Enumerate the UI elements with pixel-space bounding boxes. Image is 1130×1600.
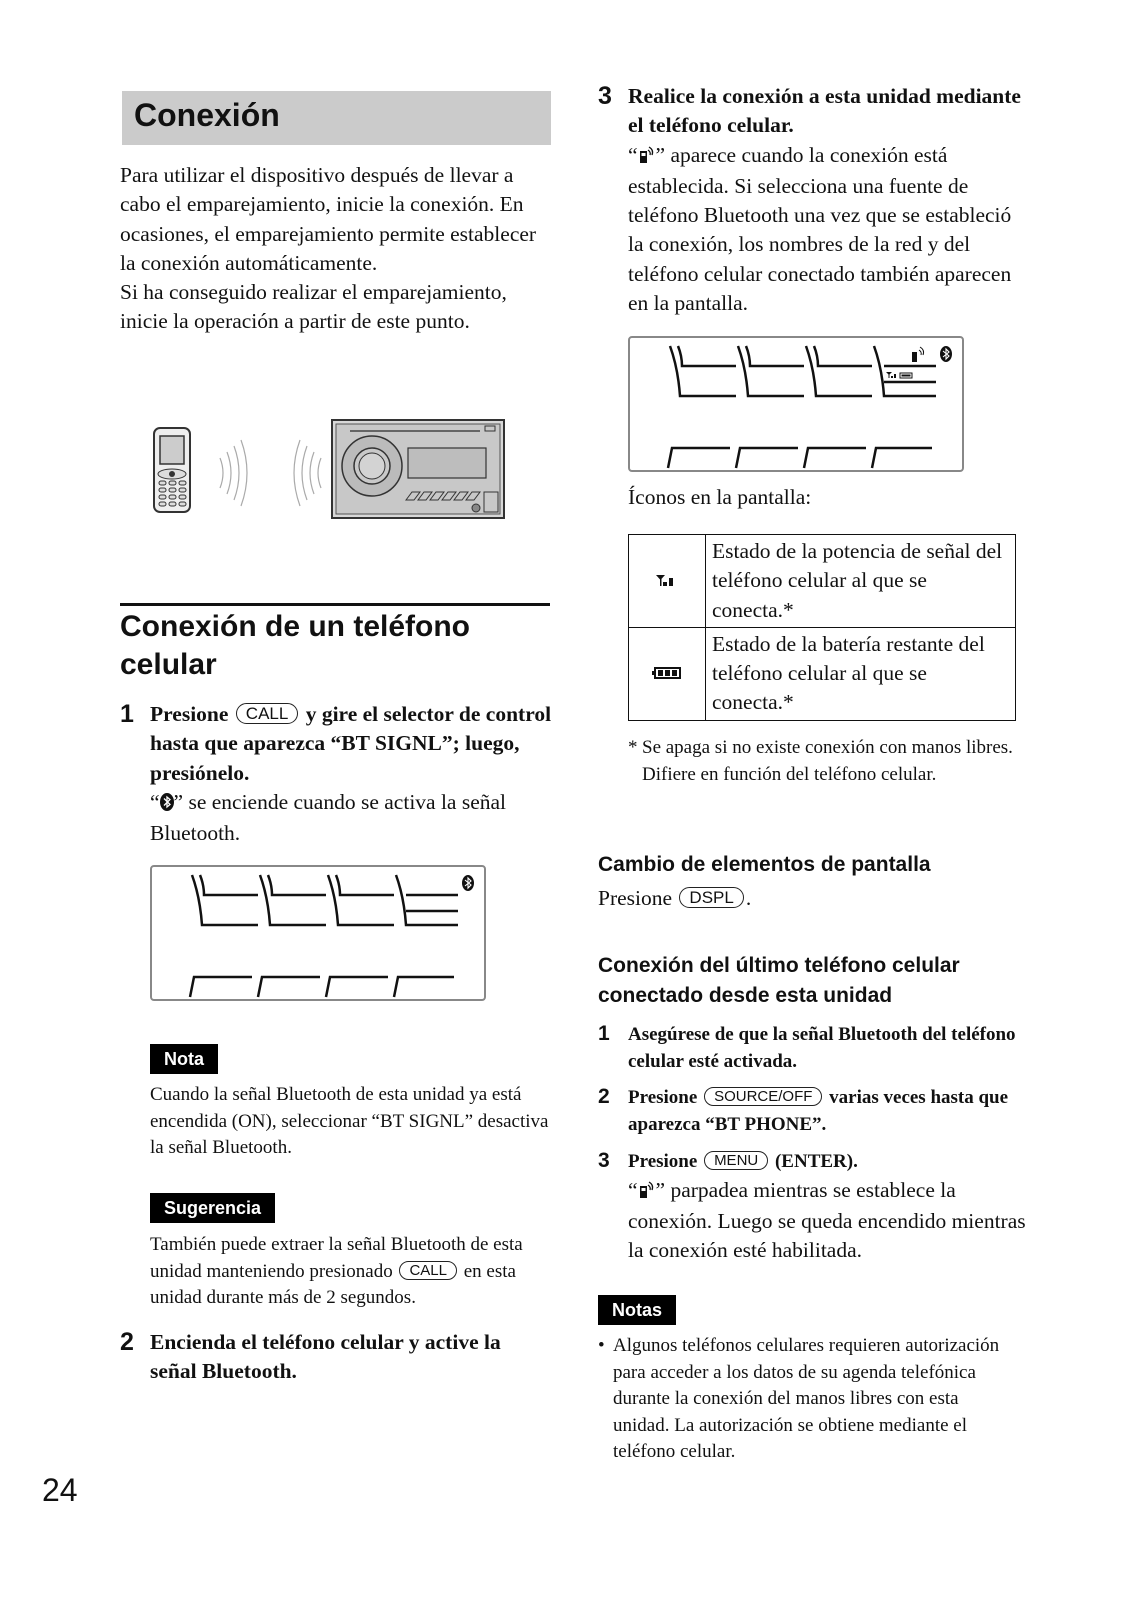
intro-text	[120, 161, 545, 337]
footnote	[628, 735, 1013, 788]
intro-paragraph-1: Para utilizar el dispositivo después de llevar a cabo el emparejamiento, inicie la conexión. En ocasiones, el emparejamiento permite establecer la conexión automáticamente.	[120, 163, 537, 275]
punctuation: .	[745, 886, 752, 910]
footnote-mark: *	[628, 737, 638, 758]
step-number: 2	[120, 1328, 134, 1356]
page-number: 24	[42, 1472, 78, 1508]
bluetooth-icon	[160, 790, 174, 819]
step-number: 3	[598, 82, 612, 110]
step-description	[150, 788, 560, 849]
step-1	[120, 700, 560, 848]
description-cell: Estado de la batería restante del teléfono celular al que se conecta.*	[706, 627, 1016, 720]
icon-cell	[629, 535, 706, 628]
table-row	[629, 627, 1016, 720]
sugerencia-text	[150, 1232, 550, 1312]
description-cell: Estado de la potencia de señal del teléfono celular al que se conecta.*	[706, 535, 1016, 628]
step-instruction	[628, 1085, 1028, 1138]
phone-to-unit-illustration	[150, 418, 510, 522]
last-phone-step-3	[598, 1149, 1028, 1265]
step-description	[628, 1176, 1028, 1266]
step-number: 1	[120, 700, 134, 728]
subsection-title: Conexión de un teléfono celular	[120, 610, 470, 681]
section-title-bar	[122, 91, 551, 145]
lcd-display-connected	[628, 336, 964, 472]
step-instruction	[628, 1149, 1028, 1176]
icons-table	[628, 534, 1016, 721]
step-3	[598, 82, 1028, 318]
last-phone-title: Conexión del último teléfono celular conectado desde esta unidad	[598, 954, 960, 1007]
step-text: y gire el selector de control hasta que aparezca “BT SIGNL”; luego, presiónelo.	[150, 702, 552, 785]
quote: “	[150, 789, 160, 814]
step-text: varias veces hasta que aparezca “BT PHONE”.	[628, 1087, 1009, 1135]
step-text: Presione	[150, 702, 229, 726]
icons-caption: Íconos en la pantalla:	[628, 485, 812, 509]
step-instruction: Encienda el teléfono celular y active la señal Bluetooth.	[150, 1330, 501, 1384]
phone-connected-icon	[638, 143, 656, 172]
phone-connected-icon	[912, 352, 917, 362]
list-item: Algunos teléfonos celulares requieren autorización para acceder a los datos de su agenda telefónica durante la conexión del manos libres con esta unidad. La autorización se obtiene mediante el teléfono celular.	[613, 1335, 1000, 1462]
dspl-key: DSPL	[679, 887, 743, 908]
instruction-text: Presione	[598, 886, 673, 910]
display-change-title: Cambio de elementos de pantalla	[598, 853, 931, 876]
intro-paragraph-2: Si ha conseguido realizar el emparejamiento, inicie la operación a partir de este punto.	[120, 280, 507, 334]
bullet: •	[598, 1335, 605, 1356]
table-row	[629, 535, 1016, 628]
quote: “	[628, 142, 638, 167]
icon-cell	[629, 627, 706, 720]
nota-label: Nota	[150, 1044, 218, 1074]
last-phone-step-2	[598, 1085, 1028, 1138]
section-title: Conexión	[134, 97, 280, 133]
step-description	[628, 141, 1028, 319]
step-text: (ENTER).	[774, 1151, 858, 1172]
step-instruction: Asegúrese de que la señal Bluetooth del teléfono celular esté activada.	[628, 1024, 1016, 1072]
desc-text: ” se enciende cuando se activa la señal Bluetooth.	[150, 789, 507, 846]
step-text: Presione	[628, 1151, 698, 1172]
signal-strength-icon	[655, 573, 679, 587]
cellphone-icon	[150, 418, 510, 522]
display-change-text	[598, 884, 751, 913]
quote: “	[628, 1177, 638, 1202]
step-instruction: Realice la conexión a esta unidad mediante el teléfono celular.	[628, 84, 1021, 138]
battery-icon	[652, 666, 682, 680]
signal-strength-icon	[886, 372, 896, 378]
step-2	[120, 1328, 550, 1387]
tip-text: en esta unidad durante más de 2 segundos.	[150, 1260, 516, 1308]
battery-icon	[900, 373, 912, 378]
step-number: 3	[598, 1149, 610, 1172]
source-off-key: SOURCE/OFF	[704, 1087, 822, 1106]
sugerencia-label: Sugerencia	[150, 1193, 275, 1223]
tip-text: También puede extraer la señal Bluetooth de esta unidad manteniendo presionado	[150, 1234, 523, 1282]
step-number: 2	[598, 1085, 610, 1108]
phone-connected-icon	[638, 1178, 656, 1207]
notas-label: Notas	[598, 1295, 676, 1325]
desc-text: ” parpadea mientras se establece la conexión. Luego se queda encendido mientras la conexión esté habilitada.	[628, 1177, 1026, 1263]
call-key: CALL	[399, 1261, 457, 1280]
section-divider	[120, 603, 550, 606]
menu-key: MENU	[704, 1151, 768, 1170]
step-number: 1	[598, 1022, 610, 1045]
step-instruction	[150, 700, 560, 788]
notas-list	[598, 1333, 1013, 1466]
lcd-display-bluetooth-on	[150, 865, 486, 1001]
call-key: CALL	[236, 703, 299, 724]
last-phone-step-1	[598, 1022, 1028, 1075]
desc-text: ” aparece cuando la conexión está establecida. Si selecciona una fuente de teléfono Bluetooth una vez que se estableció la conexión, los nombres de la red y del teléfono celular conectado también aparecen en la pantalla.	[628, 142, 1012, 316]
footnote-text: Se apaga si no existe conexión con manos libres. Difiere en función del teléfono celular.	[642, 737, 1013, 785]
nota-text: Cuando la señal Bluetooth de esta unidad ya está encendida (ON), seleccionar “BT SIGNL” desactiva la señal Bluetooth.	[150, 1084, 549, 1158]
step-text: Presione	[628, 1087, 698, 1108]
